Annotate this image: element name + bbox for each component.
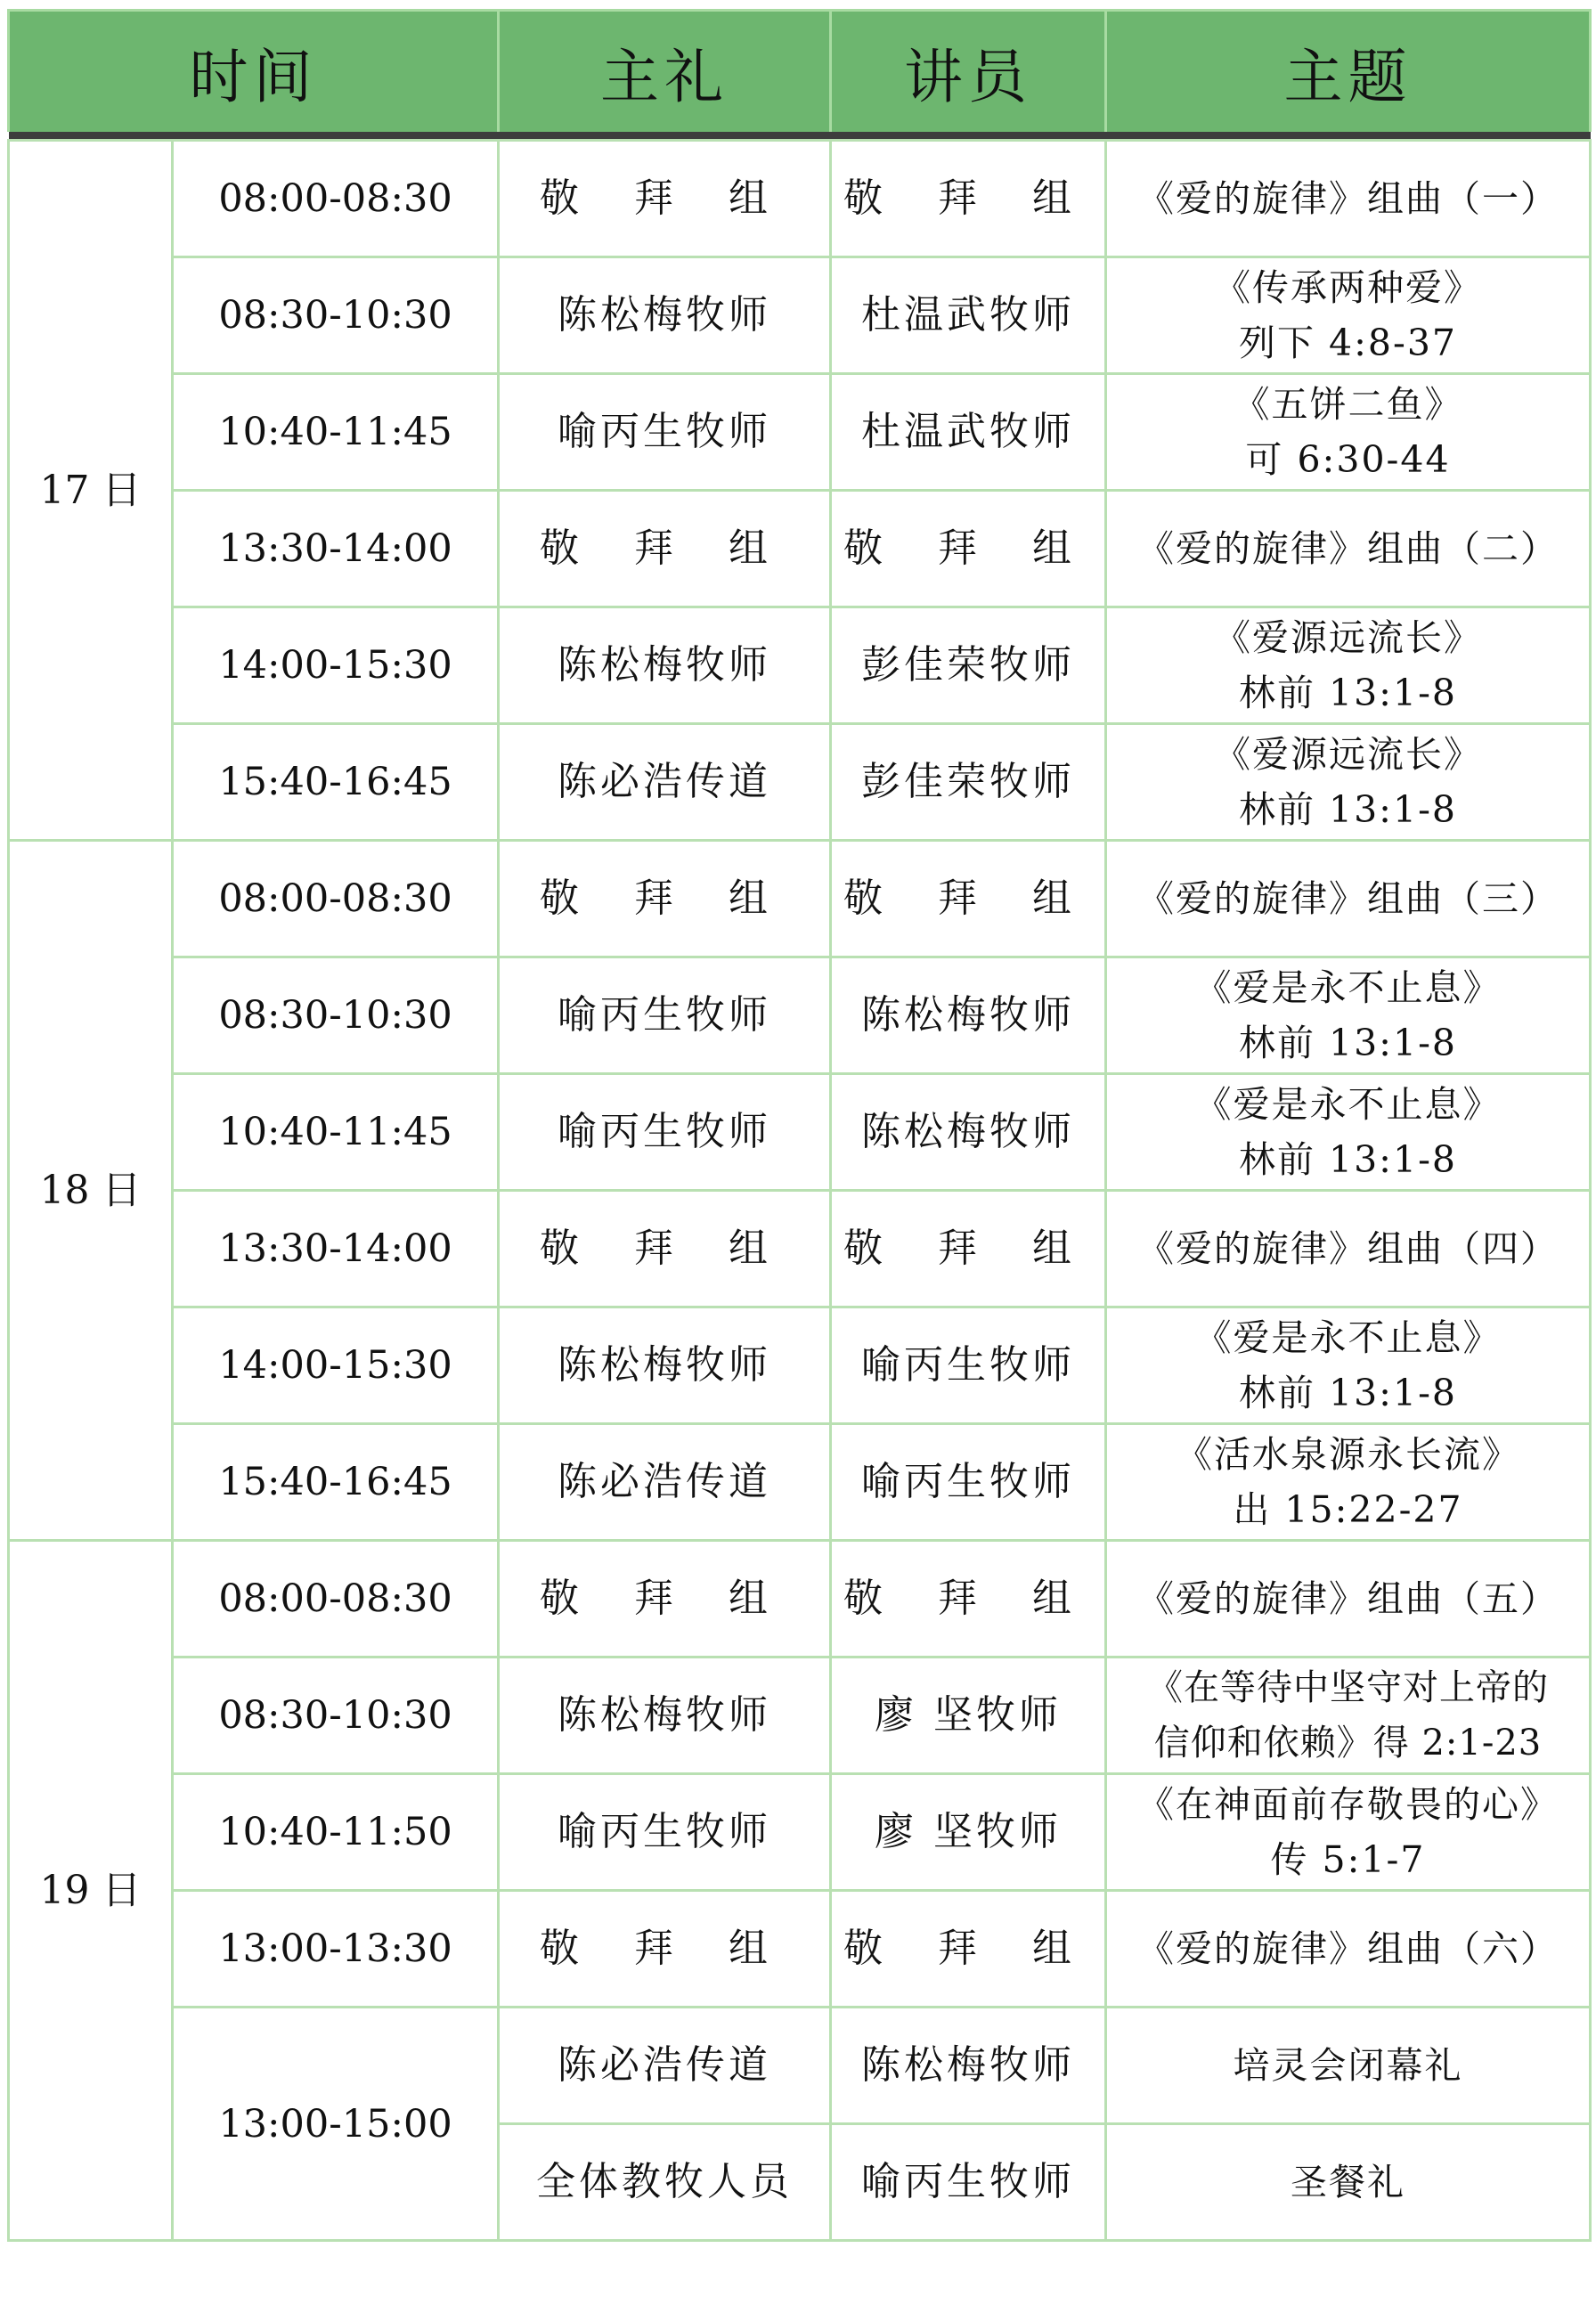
topic-scripture: 林前 13:1-8 <box>1238 1372 1458 1414</box>
host-cell: 陈必浩传道 <box>499 724 831 841</box>
table-row <box>9 1074 1591 1191</box>
speaker-cell: 彭佳荣牧师 <box>831 724 1106 841</box>
time-cell: 10:40-11:45 <box>173 1074 499 1191</box>
topic-title: 《爱的旋律》组曲（四） <box>1137 1227 1559 1270</box>
topic-scripture: 林前 13:1-8 <box>1238 1022 1458 1064</box>
host-cell: 陈必浩传道 <box>499 1424 831 1541</box>
topic-cell <box>1106 607 1591 724</box>
time-cell: 08:00-08:30 <box>173 1541 499 1658</box>
time-cell: 10:40-11:45 <box>173 374 499 491</box>
time-cell: 08:00-08:30 <box>173 141 499 257</box>
time-cell: 08:00-08:30 <box>173 841 499 957</box>
host-cell: 陈必浩传道 <box>499 2008 831 2124</box>
host-cell: 喻丙生牧师 <box>499 957 831 1074</box>
topic-cell <box>1106 374 1591 491</box>
topic-cell <box>1106 1774 1591 1891</box>
speaker-cell: 敬 拜 组 <box>831 1891 1106 2008</box>
topic-cell <box>1106 1891 1591 2008</box>
time-cell: 10:40-11:50 <box>173 1774 499 1891</box>
host-cell: 敬 拜 组 <box>499 141 831 257</box>
speaker-cell: 陈松梅牧师 <box>831 2008 1106 2124</box>
time-cell: 13:30-14:00 <box>173 1191 499 1307</box>
topic-cell <box>1106 1074 1591 1191</box>
topic-title: 《爱是永不止息》 <box>1194 966 1502 1009</box>
speaker-cell: 喻丙生牧师 <box>831 1424 1106 1541</box>
topic-scripture: 列下 4:8-37 <box>1238 322 1458 364</box>
host-cell: 喻丙生牧师 <box>499 1074 831 1191</box>
topic-cell <box>1106 1541 1591 1658</box>
time-cell: 14:00-15:30 <box>173 607 499 724</box>
table-row <box>9 1891 1591 2008</box>
time-cell: 08:30-10:30 <box>173 257 499 374</box>
topic-scripture: 林前 13:1-8 <box>1238 788 1458 831</box>
host-cell: 敬 拜 组 <box>499 491 831 607</box>
table-row <box>9 841 1591 957</box>
table-row <box>9 607 1591 724</box>
topic-cell <box>1106 141 1591 257</box>
topic-title: 《爱源远流长》 <box>1214 733 1482 776</box>
host-cell: 陈松梅牧师 <box>499 1658 831 1774</box>
topic-cell <box>1106 724 1591 841</box>
host-cell: 陈松梅牧师 <box>499 607 831 724</box>
table-row <box>9 1541 1591 1658</box>
time-cell: 15:40-16:45 <box>173 724 499 841</box>
topic-title: 《活水泉源永长流》 <box>1176 1433 1520 1476</box>
topic-scripture: 传 5:1-7 <box>1270 1838 1426 1881</box>
time-cell: 08:30-10:30 <box>173 957 499 1074</box>
speaker-cell: 敬 拜 组 <box>831 491 1106 607</box>
topic-scripture: 可 6:30-44 <box>1245 438 1451 481</box>
table-header <box>9 11 1591 141</box>
speaker-cell: 彭佳荣牧师 <box>831 607 1106 724</box>
host-cell: 陈松梅牧师 <box>499 1307 831 1424</box>
host-cell: 敬 拜 组 <box>499 1891 831 2008</box>
table-row <box>9 491 1591 607</box>
topic-title: 《在等待中坚守对上帝的 <box>1147 1667 1549 1708</box>
topic-title: 《爱的旋律》组曲（一） <box>1137 177 1559 220</box>
topic-title: 《爱是永不止息》 <box>1194 1083 1502 1126</box>
topic-title: 《在神面前存敬畏的心》 <box>1137 1783 1559 1826</box>
day-label: 17 日 <box>9 141 173 841</box>
topic-cell: 培灵会闭幕礼 <box>1106 2008 1591 2124</box>
speaker-cell: 杜温武牧师 <box>831 374 1106 491</box>
table-row <box>9 2008 1591 2124</box>
topic-title: 《爱是永不止息》 <box>1194 1316 1502 1359</box>
host-cell: 敬 拜 组 <box>499 1191 831 1307</box>
topic-scripture: 出 15:22-27 <box>1233 1488 1463 1531</box>
topic-title: 《爱源远流长》 <box>1214 616 1482 659</box>
topic-cell <box>1106 1658 1591 1774</box>
speaker-cell: 敬 拜 组 <box>831 141 1106 257</box>
speaker-cell: 喻丙生牧师 <box>831 2124 1106 2241</box>
topic-cell <box>1106 957 1591 1074</box>
topic-cell <box>1106 257 1591 374</box>
speaker-cell: 敬 拜 组 <box>831 1191 1106 1307</box>
table-row <box>9 1774 1591 1891</box>
speaker-cell: 廖 坚牧师 <box>831 1658 1106 1774</box>
table-row <box>9 257 1591 374</box>
topic-scripture: 信仰和依赖》得 2:1-23 <box>1153 1723 1543 1763</box>
topic-title: 《爱的旋律》组曲（二） <box>1137 527 1559 570</box>
table-row <box>9 1191 1591 1307</box>
host-cell: 全体教牧人员 <box>499 2124 831 2241</box>
speaker-cell: 喻丙生牧师 <box>831 1307 1106 1424</box>
topic-cell <box>1106 1191 1591 1307</box>
topic-title: 《五饼二鱼》 <box>1233 383 1463 426</box>
speaker-cell: 陈松梅牧师 <box>831 957 1106 1074</box>
time-cell: 13:30-14:00 <box>173 491 499 607</box>
topic-cell: 圣餐礼 <box>1106 2124 1591 2241</box>
topic-scripture: 林前 13:1-8 <box>1238 1138 1458 1181</box>
speaker-cell: 敬 拜 组 <box>831 841 1106 957</box>
table-row <box>9 1658 1591 1774</box>
header-time: 时间 <box>9 11 499 133</box>
host-cell: 喻丙生牧师 <box>499 374 831 491</box>
table-row <box>9 374 1591 491</box>
table-row <box>9 1424 1591 1541</box>
schedule-table <box>7 9 1592 2242</box>
topic-scripture: 林前 13:1-8 <box>1238 672 1458 714</box>
speaker-cell: 敬 拜 组 <box>831 1541 1106 1658</box>
topic-cell <box>1106 841 1591 957</box>
schedule-sheet <box>7 9 1589 2291</box>
header-topic: 主题 <box>1106 11 1591 133</box>
time-cell: 14:00-15:30 <box>173 1307 499 1424</box>
time-cell: 13:00-15:00 <box>173 2008 499 2241</box>
topic-cell <box>1106 1424 1591 1541</box>
speaker-cell: 陈松梅牧师 <box>831 1074 1106 1191</box>
speaker-cell: 杜温武牧师 <box>831 257 1106 374</box>
time-cell: 08:30-10:30 <box>173 1658 499 1774</box>
time-cell: 13:00-13:30 <box>173 1891 499 2008</box>
speaker-cell: 廖 坚牧师 <box>831 1774 1106 1891</box>
topic-cell <box>1106 1307 1591 1424</box>
topic-title: 《传承两种爱》 <box>1214 266 1482 309</box>
host-cell: 敬 拜 组 <box>499 1541 831 1658</box>
host-cell: 陈松梅牧师 <box>499 257 831 374</box>
host-cell: 喻丙生牧师 <box>499 1774 831 1891</box>
table-row <box>9 141 1591 257</box>
topic-title: 《爱的旋律》组曲（三） <box>1137 877 1559 920</box>
header-divider <box>9 132 1591 141</box>
table-row <box>9 957 1591 1074</box>
table-row <box>9 1307 1591 1424</box>
time-cell: 15:40-16:45 <box>173 1424 499 1541</box>
day-label: 19 日 <box>9 1541 173 2241</box>
topic-title: 《爱的旋律》组曲（五） <box>1137 1577 1559 1620</box>
host-cell: 敬 拜 组 <box>499 841 831 957</box>
topic-cell <box>1106 491 1591 607</box>
day-label: 18 日 <box>9 841 173 1541</box>
table-row <box>9 724 1591 841</box>
header-speaker: 讲员 <box>831 11 1106 133</box>
topic-title: 《爱的旋律》组曲（六） <box>1137 1927 1559 1970</box>
table-body <box>9 141 1591 2241</box>
header-host: 主礼 <box>499 11 831 133</box>
